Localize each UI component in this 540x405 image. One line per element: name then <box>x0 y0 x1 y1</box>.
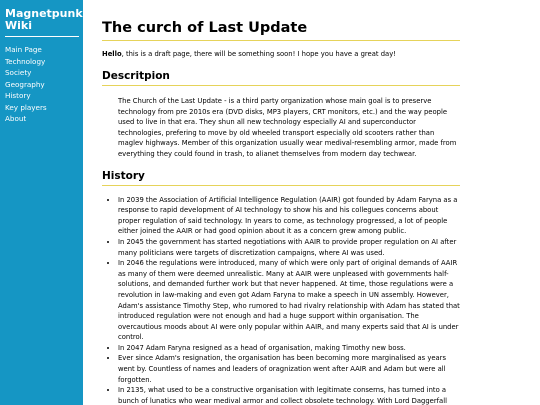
history-heading: History <box>102 170 460 186</box>
history-item: • Ever since Adam's resignation, the organisation has been becoming more marginalised as years went by. Countless of names and leaders of oragnization went after AAIR and Adam but were all forgotten. <box>118 353 460 385</box>
description-paragraph: The Church of the Last Update - is a third party organization whose main goal is to preserve technology from pre 2010s era (DVD disks, MP3 players, CRT monitors, etc.) and the way people used to live in that era. They shun all new technology especially AI and superconductor technologies, prefering to move by old wheeled transport especially old scooters rather than maglev highways. Member of this organization usually wear medival-resembling armor, made from everything they could found in trash, to alianet themselves from modern day techwear. <box>118 97 457 158</box>
site-title-text[interactable]: Magnetpunk Wiki <box>5 7 83 32</box>
nav-item-history <box>5 90 83 102</box>
site-title[interactable] <box>0 0 83 37</box>
nav-item-geography <box>5 79 83 91</box>
description-heading: Descritpion <box>102 70 460 86</box>
nav-item-key-players <box>5 102 83 114</box>
nav-link-main-page[interactable]: Main Page <box>5 45 42 54</box>
intro-paragraph <box>102 49 460 60</box>
page-title: The curch of Last Update <box>102 20 460 41</box>
nav-link-key-players[interactable]: Key players <box>5 102 47 112</box>
nav-item-main-page <box>5 44 83 56</box>
nav-item-technology <box>5 56 83 68</box>
main-content <box>83 0 540 405</box>
history-item: • In 2045 the government has started negotiations with AAIR to provide proper regulation on AI after many politicians were targets of discretization campaigns, where AI was used. <box>118 237 460 258</box>
intro-text: , this is a draft page, there will be something soon! I hope you have a great day! <box>121 50 396 58</box>
nav-link-technology[interactable]: Technology <box>5 56 46 66</box>
history-list <box>102 195 460 405</box>
history-item: • In 2047 Adam Faryna resigned as a head of organisation, making Timothy new boss. <box>118 343 460 354</box>
history-item: • In 2135, what used to be a constructive organisation with legitimate conserns, has turned into a bunch of lunatics who wear medival armor and collect obsolete technology. With Lord Daggerfall <box>118 385 460 405</box>
history-item: • In 2039 the Association of Artificial Intelligence Regulation (AAIR) got founded by Adam Faryna as a response to rapid development of AI technology to show his and his collegues concerns about proper regulation of said technology. In years to come, as technology progressed, a lot of people either joined the AAIR or had good opinion about it as a concern grew among public. <box>118 195 460 237</box>
intro-bold: Hello <box>102 50 122 58</box>
nav-item-about <box>5 113 83 125</box>
nav-item-society <box>5 67 83 79</box>
nav-link-history[interactable]: History <box>5 91 31 100</box>
history-item: • In 2046 the regulations were introduced, many of which were only part of original demands of AAIR as many of them were deemed unrealistic. Many at AAIR were unpleased with governments half-solutions, and demanded further work but that never happened. At time, those regulations were a revolution in law-making and even got Adam Faryna to make a speech in UN assembly. However, Adam's assistance Timothy Step, who rumored to had rivalry relationship with Adam has stated that introduced regulation were not enough and had a huge support within organisation. The overcautious moods about AI were only popular within AAIR, and many experts said that AI is under control. <box>118 258 460 343</box>
site-title-divider <box>5 36 79 37</box>
sidebar-nav <box>0 44 83 125</box>
nav-link-society[interactable]: Society <box>5 68 32 77</box>
nav-link-geography[interactable]: Geography <box>5 79 45 89</box>
sidebar <box>0 0 83 405</box>
nav-link-about[interactable]: About <box>5 114 27 123</box>
